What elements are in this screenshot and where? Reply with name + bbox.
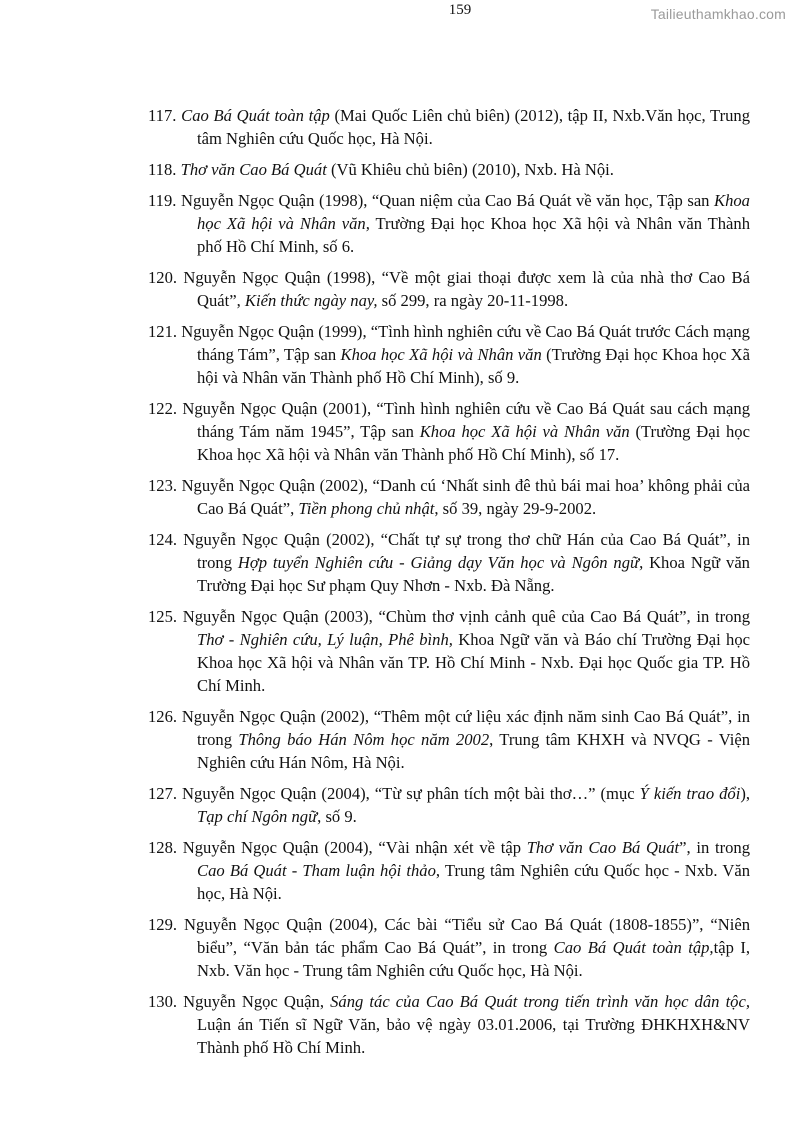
reference-number: 123.	[148, 476, 178, 495]
reference-item	[148, 397, 750, 466]
reference-text: Nguyễn Ngọc Quận (1998), “Về một giai thoại được xem là của nhà thơ Cao Bá Quát”,	[183, 268, 750, 310]
reference-list	[148, 104, 750, 1067]
reference-number: 122.	[148, 399, 178, 418]
watermark: Tailieuthamkhao.com	[650, 6, 786, 22]
reference-title: Khoa học Xã hội và Nhân văn	[340, 345, 542, 364]
reference-text: , Khoa Ngữ văn Trường Đại học Sư phạm Quy Nhơn - Nxb. Đà Nẵng.	[197, 553, 750, 595]
reference-text: (Mai Quốc Liên chủ biên) (2012), tập II, Nxb.Văn học, Trung tâm Nghiên cứu Quốc học, Hà Nội.	[197, 106, 750, 148]
reference-text: Nguyễn Ngọc Quận (2004), “Vài nhận xét về tập	[182, 838, 527, 857]
reference-title: Thơ văn Cao Bá Quát	[526, 838, 680, 857]
reference-title: Tiền phong chủ nhật	[298, 499, 435, 518]
reference-text: Luận án Tiến sĩ Ngữ Văn, bảo vệ ngày 03.01.2006, tại Trường ĐHKHXH&NV Thành phố Hồ Chí Minh.	[197, 1015, 750, 1057]
reference-item	[148, 104, 750, 150]
reference-number: 128.	[148, 838, 178, 857]
reference-number: 117.	[148, 106, 177, 125]
reference-number: 121.	[148, 322, 178, 341]
reference-text: , số 9.	[317, 807, 357, 826]
reference-title: Thông báo Hán Nôm học năm 2002	[238, 730, 490, 749]
reference-title: Thơ - Nghiên cứu, Lý luận, Phê bình,	[197, 630, 453, 649]
reference-title: Cao Bá Quát - Tham luận hội thảo	[197, 861, 436, 880]
reference-number: 120.	[148, 268, 178, 287]
reference-item	[148, 705, 750, 774]
reference-text: , Trung tâm Nghiên cứu Quốc học - Nxb. Văn học, Hà Nội.	[197, 861, 750, 903]
reference-number: 119.	[148, 191, 177, 210]
reference-text: Nguyễn Ngọc Quận (1998), “Quan niệm của Cao Bá Quát về văn học, Tập san	[180, 191, 715, 210]
reference-item	[148, 528, 750, 597]
reference-item	[148, 913, 750, 982]
reference-title: Tạp chí Ngôn ngữ	[197, 807, 318, 826]
reference-title: Hợp tuyển Nghiên cứu - Giảng dạy Văn học và Ngôn ngữ	[237, 553, 640, 572]
reference-text: , Trung tâm KHXH và NVQG - Viện Nghiên cứu Hán Nôm, Hà Nội.	[197, 730, 750, 772]
reference-text: Nguyễn Ngọc Quận (2003), “Chùm thơ vịnh cảnh quê của Cao Bá Quát”, in trong	[182, 607, 750, 626]
reference-title: Kiến thức ngày nay,	[244, 291, 378, 310]
reference-number: 125.	[148, 607, 178, 626]
reference-item	[148, 320, 750, 389]
reference-text: Nguyễn Ngọc Quận (2002), “Thêm một cứ liệu xác định năm sinh Cao Bá Quát”, in trong	[181, 707, 750, 749]
reference-title: Cao Bá Quát toàn tập	[181, 106, 330, 125]
page-number: 159	[448, 2, 472, 18]
reference-text: (Trường Đại học Khoa học Xã hội và Nhân văn Thành phố Hồ Chí Minh), số 17.	[197, 422, 750, 464]
reference-text: Nguyễn Ngọc Quận (2004), “Từ sự phân tích một bài thơ…” (mục	[182, 784, 640, 803]
reference-text: Trường Đại học Khoa học Xã hội và Nhân văn Thành phố Hồ Chí Minh, số 6.	[197, 214, 750, 256]
reference-text: (Trường Đại học Khoa học Xã hội và Nhân văn Thành phố Hồ Chí Minh), số 9.	[197, 345, 751, 387]
reference-text: Nguyễn Ngọc Quận (1999), “Tình hình nghiên cứu về Cao Bá Quát trước Cách mạng tháng Tám”, Tập san	[181, 322, 750, 364]
reference-text: Nguyễn Ngọc Quận,	[183, 992, 331, 1011]
reference-text: ),	[740, 784, 751, 803]
reference-title: Khoa học Xã hội và Nhân văn	[419, 422, 630, 441]
reference-number: 130.	[148, 992, 178, 1011]
reference-number: 126.	[148, 707, 178, 726]
reference-item	[148, 266, 750, 312]
reference-text: số 299, ra ngày 20-11-1998.	[377, 291, 569, 310]
reference-text: (Vũ Khiêu chủ biên) (2010), Nxb. Hà Nội.	[326, 160, 614, 179]
reference-text: Khoa Ngữ văn và Báo chí Trường Đại học Khoa học Xã hội và Nhân văn TP. Hồ Chí Minh - Nxb. Đại học Quốc gia TP. Hồ Chí Minh.	[197, 630, 750, 695]
reference-number: 127.	[148, 784, 178, 803]
reference-item	[148, 836, 750, 905]
reference-text: Nguyễn Ngọc Quận (2001), “Tình hình nghiên cứu về Cao Bá Quát sau cách mạng tháng Tám năm 1945”, Tập san	[182, 399, 750, 441]
reference-title: Khoa học Xã hội và Nhân văn,	[197, 191, 750, 233]
reference-title: Ý kiến trao đổi	[639, 784, 741, 803]
reference-item	[148, 990, 750, 1059]
reference-item	[148, 782, 750, 828]
reference-text: , số 39, ngày 29-9-2002.	[434, 499, 597, 518]
reference-text: Nguyễn Ngọc Quận (2004), Các bài “Tiểu sử Cao Bá Quát (1808-1855)”, “Niên biểu”, “Văn bản tác phẩm Cao Bá Quát”, in trong	[183, 915, 750, 957]
reference-item	[148, 158, 750, 181]
reference-number: 124.	[148, 530, 178, 549]
reference-item	[148, 474, 750, 520]
reference-text: Nguyễn Ngọc Quận (2002), “Chất tự sự trong thơ chữ Hán của Cao Bá Quát”, in trong	[183, 530, 750, 572]
reference-number: 129.	[148, 915, 178, 934]
reference-number: 118.	[148, 160, 177, 179]
reference-item	[148, 605, 750, 697]
reference-title: Thơ văn Cao Bá Quát	[180, 160, 327, 179]
reference-text: ”, in trong	[679, 838, 751, 857]
reference-item	[148, 189, 750, 258]
reference-title: Sáng tác của Cao Bá Quát trong tiến trình văn học dân tộc,	[330, 992, 750, 1011]
reference-title: Cao Bá Quát toàn tập,	[553, 938, 714, 957]
reference-text: tập I, Nxb. Văn học - Trung tâm Nghiên cứu Quốc học, Hà Nội.	[197, 938, 750, 980]
reference-text: Nguyễn Ngọc Quận (2002), “Danh cú ‘Nhất sinh đê thủ bái mai hoa’ không phải của Cao Bá Quát”,	[181, 476, 750, 518]
